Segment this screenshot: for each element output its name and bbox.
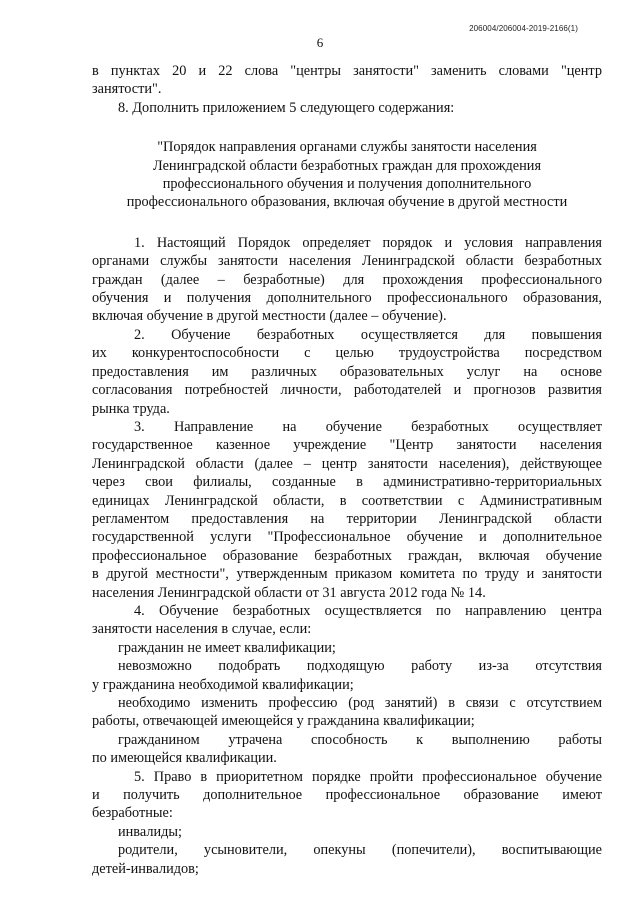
paragraph-2 xyxy=(92,326,602,418)
text-line: граждан (далее – безработные) для прохождения профессионального xyxy=(92,271,602,288)
text-line: у гражданина необходимой квалификации; xyxy=(92,676,354,693)
text-line: безработные: xyxy=(92,805,173,822)
text-line: 3. Направление на обучение безработных осуществляет xyxy=(134,418,602,435)
text-line: 4. Обучение безработных осуществляется по направлению центра xyxy=(134,602,602,619)
text-line: согласования потребностей личности, работодателей и прогнозов развития xyxy=(92,382,602,399)
text-line: работы, отвечающей имеющейся у гражданина квалификации; xyxy=(92,713,475,730)
text-line: в пунктах 20 и 22 слова "центры занятости" заменить словами "центр xyxy=(92,63,602,79)
text-line: Ленинградской области (далее – центр занятости населения), действующее xyxy=(92,455,602,472)
text-line: государственное казенное учреждение "Центр занятости населения xyxy=(92,437,602,454)
list-item: родители, усыновители, опекуны (попечители), воспитывающие xyxy=(118,842,602,859)
appendix-title xyxy=(92,138,602,212)
paragraph-3 xyxy=(92,418,602,602)
text-line: включая обучение в другой местности (далее – обучение). xyxy=(92,308,447,325)
text-line: в другой местности", утвержденным приказом комитета по труду и занятости xyxy=(92,566,602,583)
text-line: государственной услуги "Профессиональное обучение и дополнительное xyxy=(92,529,602,546)
text-line: 8. Дополнить приложением 5 следующего содержания: xyxy=(118,99,455,116)
text-line: занятости". xyxy=(92,81,162,98)
document-id: 206004/206004-2019-2166(1) xyxy=(469,24,578,33)
text-line: занятости населения в случае, если: xyxy=(92,621,312,638)
list-item: необходимо изменить профессию (род занятий) в связи с отсутствием xyxy=(118,695,602,711)
list-item: гражданин не имеет квалификации; xyxy=(118,639,336,656)
list-item: гражданином утрачена способность к выполнению работы xyxy=(118,731,602,748)
text-line: регламентом предоставления на территории Ленинградской области xyxy=(92,510,602,527)
title-line: профессионального образования, включая обучение в другой местности xyxy=(126,194,568,211)
title-line: "Порядок направления органами службы занятости населения xyxy=(157,139,537,156)
text-line: 1. Настоящий Порядок определяет порядок и условия направления xyxy=(134,234,602,251)
paragraph-4 xyxy=(92,602,602,768)
text-line: через свои филиалы, созданные в административно-территориальных xyxy=(92,474,602,491)
text-line: обучения и получения дополнительного профессионального образования, xyxy=(92,290,602,307)
title-line: профессионального обучения и получения дополнительного xyxy=(162,176,532,193)
page-number: 6 xyxy=(316,35,324,50)
text-line: их конкурентоспособности с целью трудоустройства посредством xyxy=(92,345,602,362)
paragraph-1 xyxy=(92,234,602,326)
text-line: 5. Право в приоритетном порядке пройти профессиональное обучение xyxy=(134,768,602,785)
list-item: инвалиды; xyxy=(118,823,182,840)
text-line: и получить дополнительное профессиональное образование имеют xyxy=(92,787,602,804)
text-line: 2. Обучение безработных осуществляется для повышения xyxy=(134,326,602,343)
title-line: Ленинградской области безработных граждан для прохождения xyxy=(152,157,542,174)
text-line: по имеющейся квалификации. xyxy=(92,750,277,767)
text-line: детей-инвалидов; xyxy=(92,860,199,877)
text-line: предоставления им различных образовательных услуг на основе xyxy=(92,363,602,380)
text-line: населения Ленинградской области от 31 августа 2012 года № 14. xyxy=(92,584,486,601)
intro-paragraph xyxy=(92,62,602,117)
document-body xyxy=(92,62,602,878)
text-line: профессиональное образование безработных граждан, включая обучение xyxy=(92,547,602,564)
list-item: невозможно подобрать подходящую работу из-за отсутствия xyxy=(118,658,602,675)
text-line: рынка труда. xyxy=(92,400,170,417)
text-line: единицах Ленинградской области, в соответствии с Административным xyxy=(92,492,602,509)
text-line: органами службы занятости населения Ленинградской области безработных xyxy=(92,253,602,270)
paragraph-5 xyxy=(92,768,602,878)
